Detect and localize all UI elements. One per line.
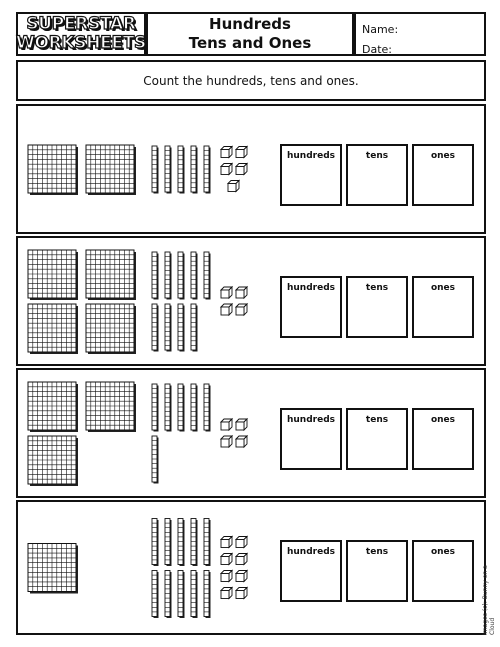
- hundred-flat: [86, 250, 136, 300]
- ones-answer-box[interactable]: [412, 540, 474, 602]
- one-cube: [236, 287, 247, 298]
- ten-rod: [165, 519, 172, 567]
- hundreds-label: hundreds: [286, 415, 335, 425]
- tens-answer-box[interactable]: [346, 276, 408, 338]
- ten-rod: [152, 146, 159, 194]
- hundreds-answer-box[interactable]: [280, 144, 342, 206]
- problem-row-1: [16, 104, 486, 234]
- ten-rod: [191, 571, 198, 619]
- ten-rod: [204, 384, 211, 432]
- one-cube: [236, 571, 247, 582]
- one-cube: [221, 588, 232, 599]
- base-ten-blocks-1: [18, 106, 268, 232]
- one-cube: [221, 164, 232, 175]
- problem-row-3: [16, 368, 486, 498]
- base-ten-blocks-3: [18, 370, 268, 496]
- logo-line-1: SUPERSTAR: [26, 14, 136, 34]
- hundreds-label: hundreds: [286, 283, 335, 293]
- one-cube: [236, 147, 247, 158]
- ten-rod: [191, 304, 198, 352]
- ones-answer-box[interactable]: [412, 144, 474, 206]
- ten-rod: [152, 304, 159, 352]
- image-credit: Images (c): Bunny on a Cloud: [482, 565, 496, 635]
- hundreds-label: hundreds: [286, 547, 335, 557]
- ten-rod: [178, 384, 185, 432]
- one-cube: [221, 537, 232, 548]
- tens-label: tens: [365, 415, 389, 425]
- hundred-flat: [28, 382, 78, 432]
- hundred-flat: [28, 544, 78, 594]
- one-cube: [221, 147, 232, 158]
- ten-rod: [152, 571, 159, 619]
- ten-rod: [165, 304, 172, 352]
- base-ten-blocks-2: [18, 238, 268, 364]
- ten-rod: [165, 384, 172, 432]
- one-cube: [236, 537, 247, 548]
- worksheet-title: [146, 12, 354, 56]
- ten-rod: [178, 571, 185, 619]
- one-cube: [236, 436, 247, 447]
- ones-answer-box[interactable]: [412, 408, 474, 470]
- one-cube: [221, 304, 232, 315]
- hundred-flat: [86, 145, 136, 195]
- ten-rod: [165, 571, 172, 619]
- problem-row-2: [16, 236, 486, 366]
- one-cube: [221, 436, 232, 447]
- ten-rod: [191, 252, 198, 300]
- ten-rod: [204, 571, 211, 619]
- tens-answer-box[interactable]: [346, 144, 408, 206]
- ten-rod: [165, 146, 172, 194]
- date-label: Date:: [362, 43, 392, 56]
- tens-label: tens: [365, 151, 389, 161]
- one-cube: [221, 287, 232, 298]
- one-cube: [236, 419, 247, 430]
- hundred-flat: [86, 304, 136, 354]
- one-cube: [236, 304, 247, 315]
- hundred-flat: [28, 145, 78, 195]
- ten-rod: [178, 252, 185, 300]
- ones-label: ones: [430, 283, 456, 293]
- instructions: [16, 60, 486, 101]
- instructions-text: Count the hundreds, tens and ones.: [143, 73, 359, 88]
- tens-answer-box[interactable]: [346, 540, 408, 602]
- one-cube: [236, 164, 247, 175]
- hundred-flat: [86, 382, 136, 432]
- hundred-flat: [28, 250, 78, 300]
- ten-rod: [178, 519, 185, 567]
- ten-rod: [191, 384, 198, 432]
- hundreds-answer-box[interactable]: [280, 540, 342, 602]
- ten-rod: [152, 252, 159, 300]
- tens-label: tens: [365, 547, 389, 557]
- ten-rod: [191, 146, 198, 194]
- ten-rod: [152, 519, 159, 567]
- ten-rod: [152, 384, 159, 432]
- hundred-flat: [28, 304, 78, 354]
- one-cube: [221, 571, 232, 582]
- problem-row-4: [16, 500, 486, 635]
- ones-label: ones: [430, 547, 456, 557]
- one-cube: [236, 554, 247, 565]
- ten-rod: [191, 519, 198, 567]
- title-line-1: Hundreds: [209, 15, 291, 33]
- name-date-box: [354, 12, 486, 56]
- hundreds-answer-box[interactable]: [280, 276, 342, 338]
- tens-answer-box[interactable]: [346, 408, 408, 470]
- ones-label: ones: [430, 151, 456, 161]
- one-cube: [228, 181, 239, 192]
- one-cube: [221, 419, 232, 430]
- ones-answer-box[interactable]: [412, 276, 474, 338]
- logo-line-2: WORKSHEETS: [16, 33, 147, 53]
- superstar-worksheets-logo: [16, 12, 146, 56]
- ten-rod: [204, 146, 211, 194]
- name-label: Name:: [362, 23, 399, 36]
- hundred-flat: [28, 436, 78, 486]
- ten-rod: [178, 146, 185, 194]
- ten-rod: [204, 252, 211, 300]
- ones-label: ones: [430, 415, 456, 425]
- ten-rod: [165, 252, 172, 300]
- ten-rod: [204, 519, 211, 567]
- tens-label: tens: [365, 283, 389, 293]
- one-cube: [221, 554, 232, 565]
- one-cube: [236, 588, 247, 599]
- ten-rod: [152, 436, 159, 484]
- ten-rod: [178, 304, 185, 352]
- hundreds-answer-box[interactable]: [280, 408, 342, 470]
- hundreds-label: hundreds: [286, 151, 335, 161]
- base-ten-blocks-4: [18, 502, 268, 633]
- title-line-2: Tens and Ones: [188, 34, 312, 52]
